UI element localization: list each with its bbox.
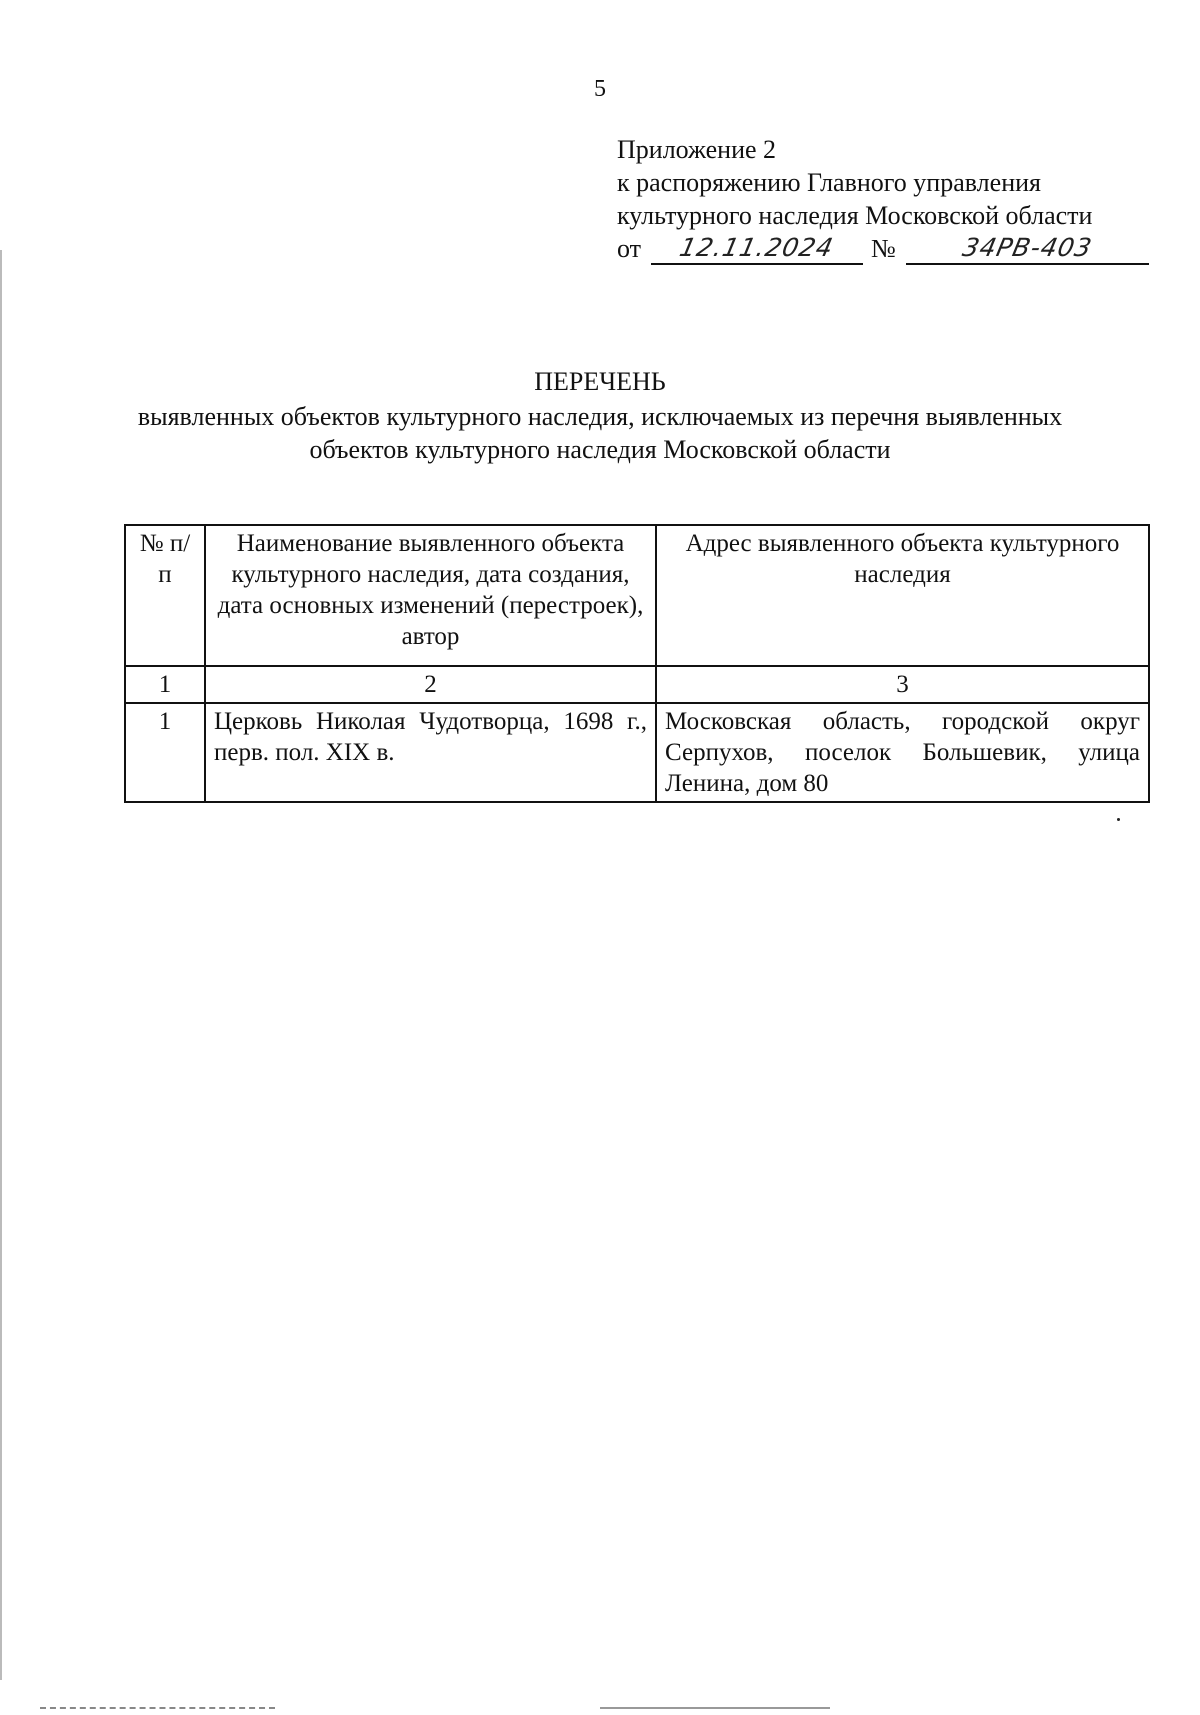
number-label: № bbox=[871, 234, 896, 263]
header-num: № п/п bbox=[125, 525, 205, 666]
title-line-1: выявленных объектов культурного наследия, исключаемых из перечня выявленных bbox=[137, 402, 1063, 431]
appendix-line-2: к распоряжению Главного управления bbox=[617, 168, 1041, 197]
title-line-2: объектов культурного наследия Московской области bbox=[309, 435, 891, 464]
column-index-2: 2 bbox=[205, 666, 656, 703]
appendix-title: Приложение 2 bbox=[617, 135, 777, 164]
appendix-date-number-row bbox=[617, 232, 1177, 265]
page-number: 5 bbox=[594, 76, 606, 102]
appendix-line-3: культурного наследия Московской области bbox=[617, 201, 1093, 230]
handwritten-date: 12.11.2024 bbox=[677, 233, 837, 262]
header-name: Наименование выявленного объекта культурного наследия, дата создания, дата основных изменений (перестроек), автор bbox=[205, 525, 656, 666]
row-address: Московская область, городской округ Серпухов, поселок Большевик, улица Ленина, дом 80 bbox=[656, 703, 1149, 802]
column-index-3: 3 bbox=[656, 666, 1149, 703]
row-name: Церковь Николая Чудотворца, 1698 г., перв. пол. XIX в. bbox=[205, 703, 656, 802]
from-label: от bbox=[617, 234, 642, 263]
table-header-row bbox=[125, 525, 1149, 666]
scan-artifact-left bbox=[40, 1707, 275, 1709]
date-field bbox=[651, 233, 863, 265]
document-title bbox=[0, 365, 1200, 466]
header-address: Адрес выявленного объекта культурного наследия bbox=[656, 525, 1149, 666]
appendix-block bbox=[617, 133, 1177, 265]
handwritten-number: 34РВ-403 bbox=[959, 233, 1095, 262]
scan-speck bbox=[1117, 818, 1120, 821]
scan-artifact-right bbox=[600, 1707, 830, 1709]
title-heading: ПЕРЕЧЕНЬ bbox=[534, 367, 666, 396]
column-index-1: 1 bbox=[125, 666, 205, 703]
number-field bbox=[906, 233, 1149, 265]
table-index-row bbox=[125, 666, 1149, 703]
objects-table bbox=[124, 524, 1150, 803]
row-num: 1 bbox=[125, 703, 205, 802]
table-row bbox=[125, 703, 1149, 802]
